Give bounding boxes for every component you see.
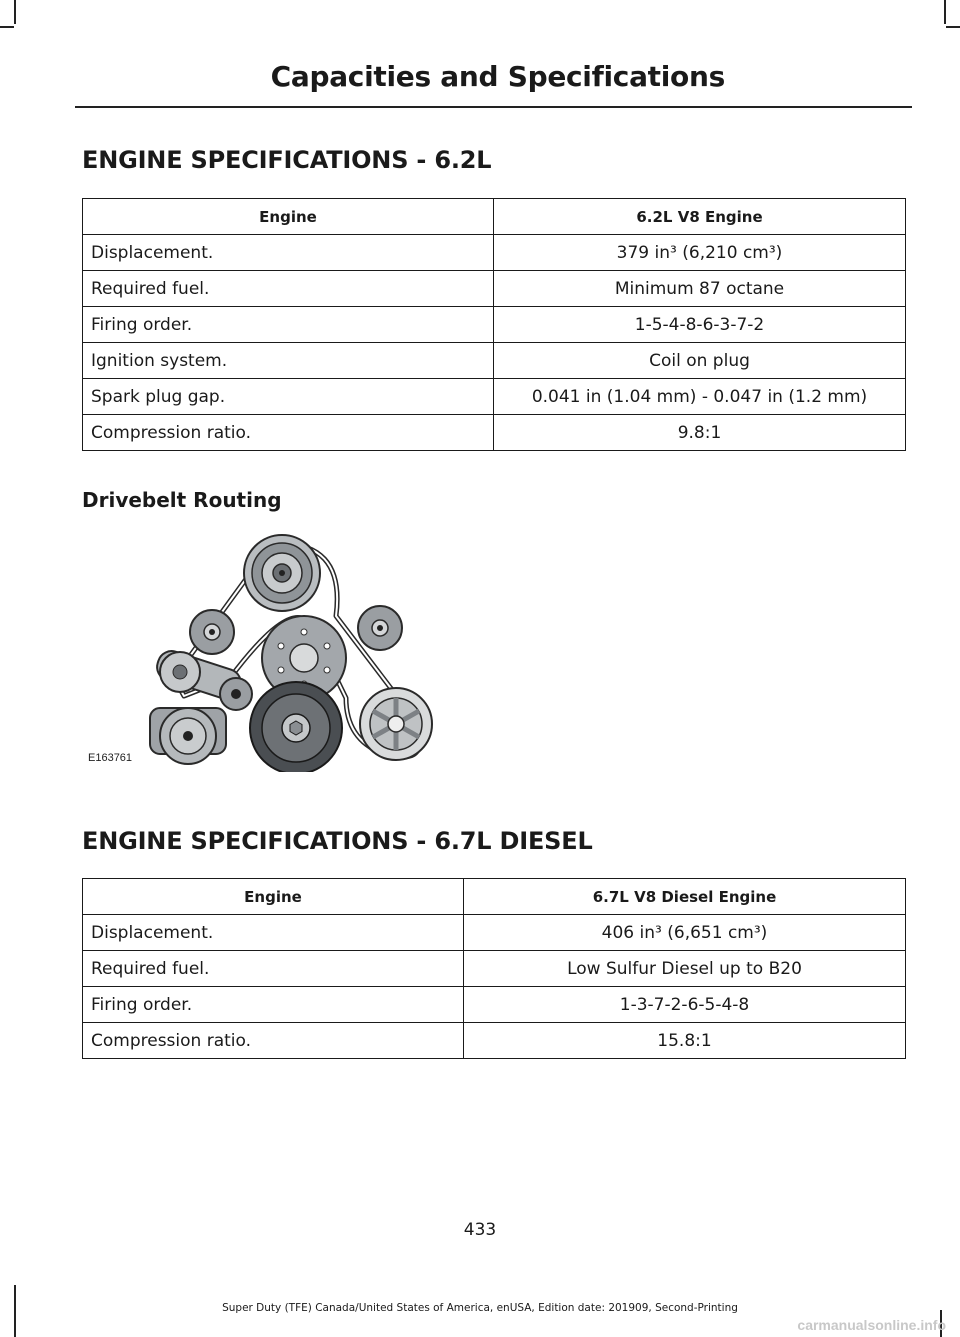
row-value: 1-5-4-8-6-3-7-2 [494, 307, 906, 343]
figure-id-label: E163761 [88, 752, 133, 764]
row-label: Firing order. [83, 987, 464, 1023]
row-value: 9.8:1 [494, 415, 906, 451]
row-label: Displacement. [83, 915, 464, 951]
row-value: 379 in³ (6,210 cm³) [494, 235, 906, 271]
row-label: Required fuel. [83, 951, 464, 987]
table-row [83, 415, 906, 451]
table-row [83, 271, 906, 307]
table-row [83, 1023, 906, 1059]
section-heading-6-7l-diesel: ENGINE SPECIFICATIONS - 6.7L DIESEL [82, 827, 593, 855]
row-label: Compression ratio. [83, 1023, 464, 1059]
row-label: Compression ratio. [83, 415, 494, 451]
alternator [244, 535, 320, 611]
row-value: Coil on plug [494, 343, 906, 379]
crop-mark-left-edge [0, 26, 14, 28]
row-label: Spark plug gap. [83, 379, 494, 415]
table-row [83, 951, 906, 987]
crop-mark-top-right [944, 0, 946, 24]
row-value: 0.041 in (1.04 mm) - 0.047 in (1.2 mm) [494, 379, 906, 415]
column-header-6-7l-v8-diesel: 6.7L V8 Diesel Engine [464, 879, 906, 915]
row-value: 1-3-7-2-6-5-4-8 [464, 987, 906, 1023]
table-row [83, 379, 906, 415]
row-value: 15.8:1 [464, 1023, 906, 1059]
column-header-engine: Engine [83, 879, 464, 915]
column-header-engine: Engine [83, 199, 494, 235]
column-header-6-2l-v8: 6.2L V8 Engine [494, 199, 906, 235]
footer-edition-info: Super Duty (TFE) Canada/United States of America, enUSA, Edition date: 201909, Second-Printing [222, 1302, 738, 1314]
spec-table-6-2l [82, 198, 906, 451]
power-steering-pulley [360, 688, 432, 760]
row-label: Displacement. [83, 235, 494, 271]
drivebelt-routing-figure [84, 528, 446, 772]
crop-mark-top-left [14, 0, 16, 24]
idler-pulley-right [358, 606, 402, 650]
section-heading-6-2l: ENGINE SPECIFICATIONS - 6.2L [82, 146, 492, 174]
idler-pulley-left [190, 610, 234, 654]
drivebelt-routing-heading: Drivebelt Routing [82, 488, 282, 512]
table-row [83, 235, 906, 271]
spec-table-6-7l-diesel [82, 878, 906, 1059]
ac-compressor [150, 708, 226, 764]
row-value: 406 in³ (6,651 cm³) [464, 915, 906, 951]
row-value: Minimum 87 octane [494, 271, 906, 307]
row-value: Low Sulfur Diesel up to B20 [464, 951, 906, 987]
page-number: 433 [463, 1220, 497, 1240]
row-label: Required fuel. [83, 271, 494, 307]
table-header-row [83, 199, 906, 235]
table-header-row [83, 879, 906, 915]
crop-mark-right-edge [946, 26, 960, 28]
table-row [83, 343, 906, 379]
crankshaft-damper [250, 682, 342, 772]
table-row [83, 307, 906, 343]
row-label: Firing order. [83, 307, 494, 343]
table-row [83, 987, 906, 1023]
belt-tensioner [153, 647, 252, 710]
title-rule [75, 106, 912, 108]
table-row [83, 915, 906, 951]
row-label: Ignition system. [83, 343, 494, 379]
watermark-link[interactable]: carmanualsonline.info [797, 1317, 946, 1333]
page-title: Capacities and Specifications [270, 60, 725, 93]
